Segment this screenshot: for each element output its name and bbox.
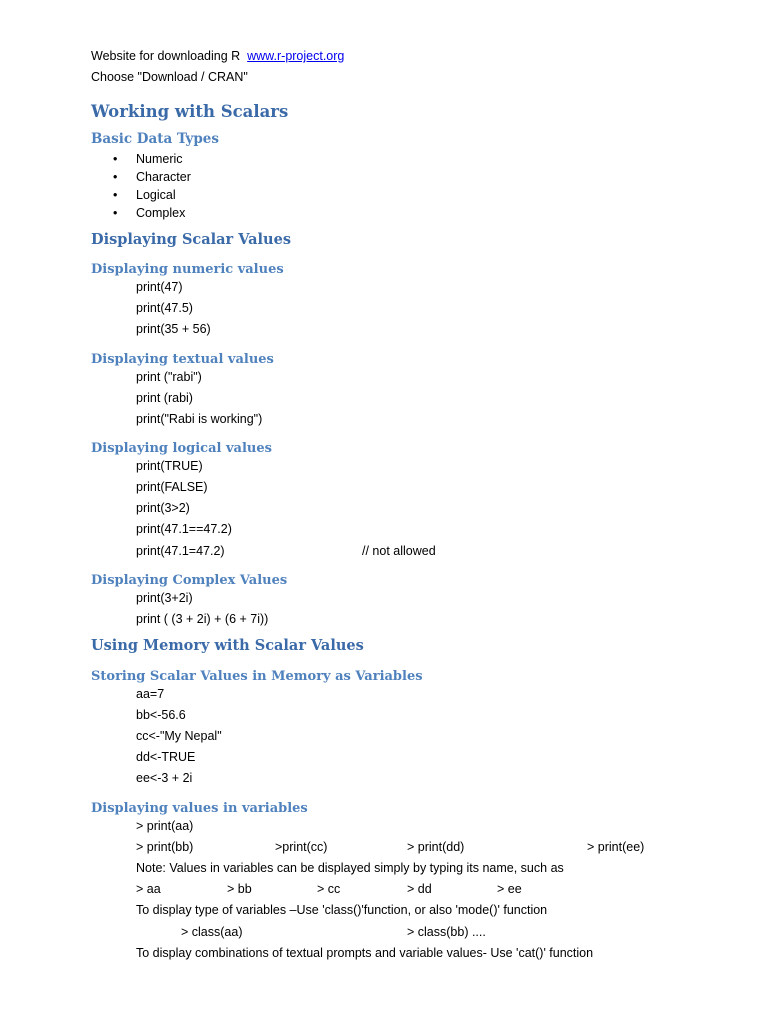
cat-line: To display combinations of textual prompts and variable values- Use 'cat()' function: [136, 946, 594, 960]
type-line: To display type of variables –Use 'class()'function, or also 'mode()' function: [136, 903, 548, 917]
heading-storing-variables: Storing Scalar Values in Memory as Variables: [91, 669, 423, 684]
code-line: print(3>2): [136, 501, 190, 515]
code-line: print(TRUE): [136, 459, 203, 473]
code-line: >print(cc): [275, 840, 328, 854]
code-line: > aa: [136, 882, 161, 896]
code-line: print(47.1==47.2): [136, 522, 232, 536]
heading-logical-values: Displaying logical values: [91, 441, 272, 456]
r-project-link[interactable]: www.r-project.org: [247, 49, 345, 63]
intro-line-2: Choose "Download / CRAN": [91, 70, 248, 84]
heading-displaying-scalar-values: Displaying Scalar Values: [91, 231, 291, 248]
code-line: > print(ee): [587, 840, 645, 854]
heading-working-with-scalars: Working with Scalars: [91, 102, 289, 121]
note-line: Note: Values in variables can be displayed simply by typing its name, such as: [136, 861, 564, 875]
code-line: > class(bb) ....: [407, 925, 486, 939]
code-line: > class(aa): [181, 925, 243, 939]
code-line: print(3+2i): [136, 591, 193, 605]
code-line: > print(aa): [136, 819, 194, 833]
list-item: Complex: [136, 206, 186, 220]
heading-display-variables: Displaying values in variables: [91, 801, 308, 816]
list-item: Character: [136, 170, 191, 184]
intro-line-1: [91, 48, 344, 64]
code-line: print(47): [136, 280, 183, 294]
heading-complex-values: Displaying Complex Values: [91, 573, 288, 588]
heading-basic-data-types: Basic Data Types: [91, 131, 219, 147]
code-line: aa=7: [136, 687, 165, 701]
heading-textual-values: Displaying textual values: [91, 352, 274, 367]
code-line: print ( (3 + 2i) + (6 + 7i)): [136, 612, 269, 626]
intro-label: Website for downloading R: [91, 49, 241, 63]
code-line: print ("rabi"): [136, 370, 202, 384]
code-line: > print(dd): [407, 840, 465, 854]
code-line: print(47.5): [136, 301, 193, 315]
code-line: print(FALSE): [136, 480, 208, 494]
code-line: > print(bb): [136, 840, 194, 854]
code-comment: // not allowed: [362, 544, 436, 558]
code-line: print("Rabi is working"): [136, 412, 263, 426]
bullet-icon: •: [113, 170, 118, 184]
code-line: print (rabi): [136, 391, 193, 405]
heading-using-memory: Using Memory with Scalar Values: [91, 637, 364, 654]
list-item: Logical: [136, 188, 176, 202]
code-line: > cc: [317, 882, 341, 896]
code-line: print(47.1=47.2): [136, 544, 225, 558]
code-line: > bb: [227, 882, 252, 896]
code-line: bb<-56.6: [136, 708, 186, 722]
code-line: > dd: [407, 882, 432, 896]
code-line: dd<-TRUE: [136, 750, 196, 764]
bullet-icon: •: [113, 188, 118, 202]
list-item: Numeric: [136, 152, 183, 166]
code-line: print(35 + 56): [136, 322, 211, 336]
bullet-icon: •: [113, 206, 118, 220]
code-line: cc<-"My Nepal": [136, 729, 222, 743]
bullet-icon: •: [113, 152, 118, 166]
code-line: ee<-3 + 2i: [136, 771, 193, 785]
code-line: > ee: [497, 882, 522, 896]
heading-numeric-values: Displaying numeric values: [91, 262, 284, 277]
